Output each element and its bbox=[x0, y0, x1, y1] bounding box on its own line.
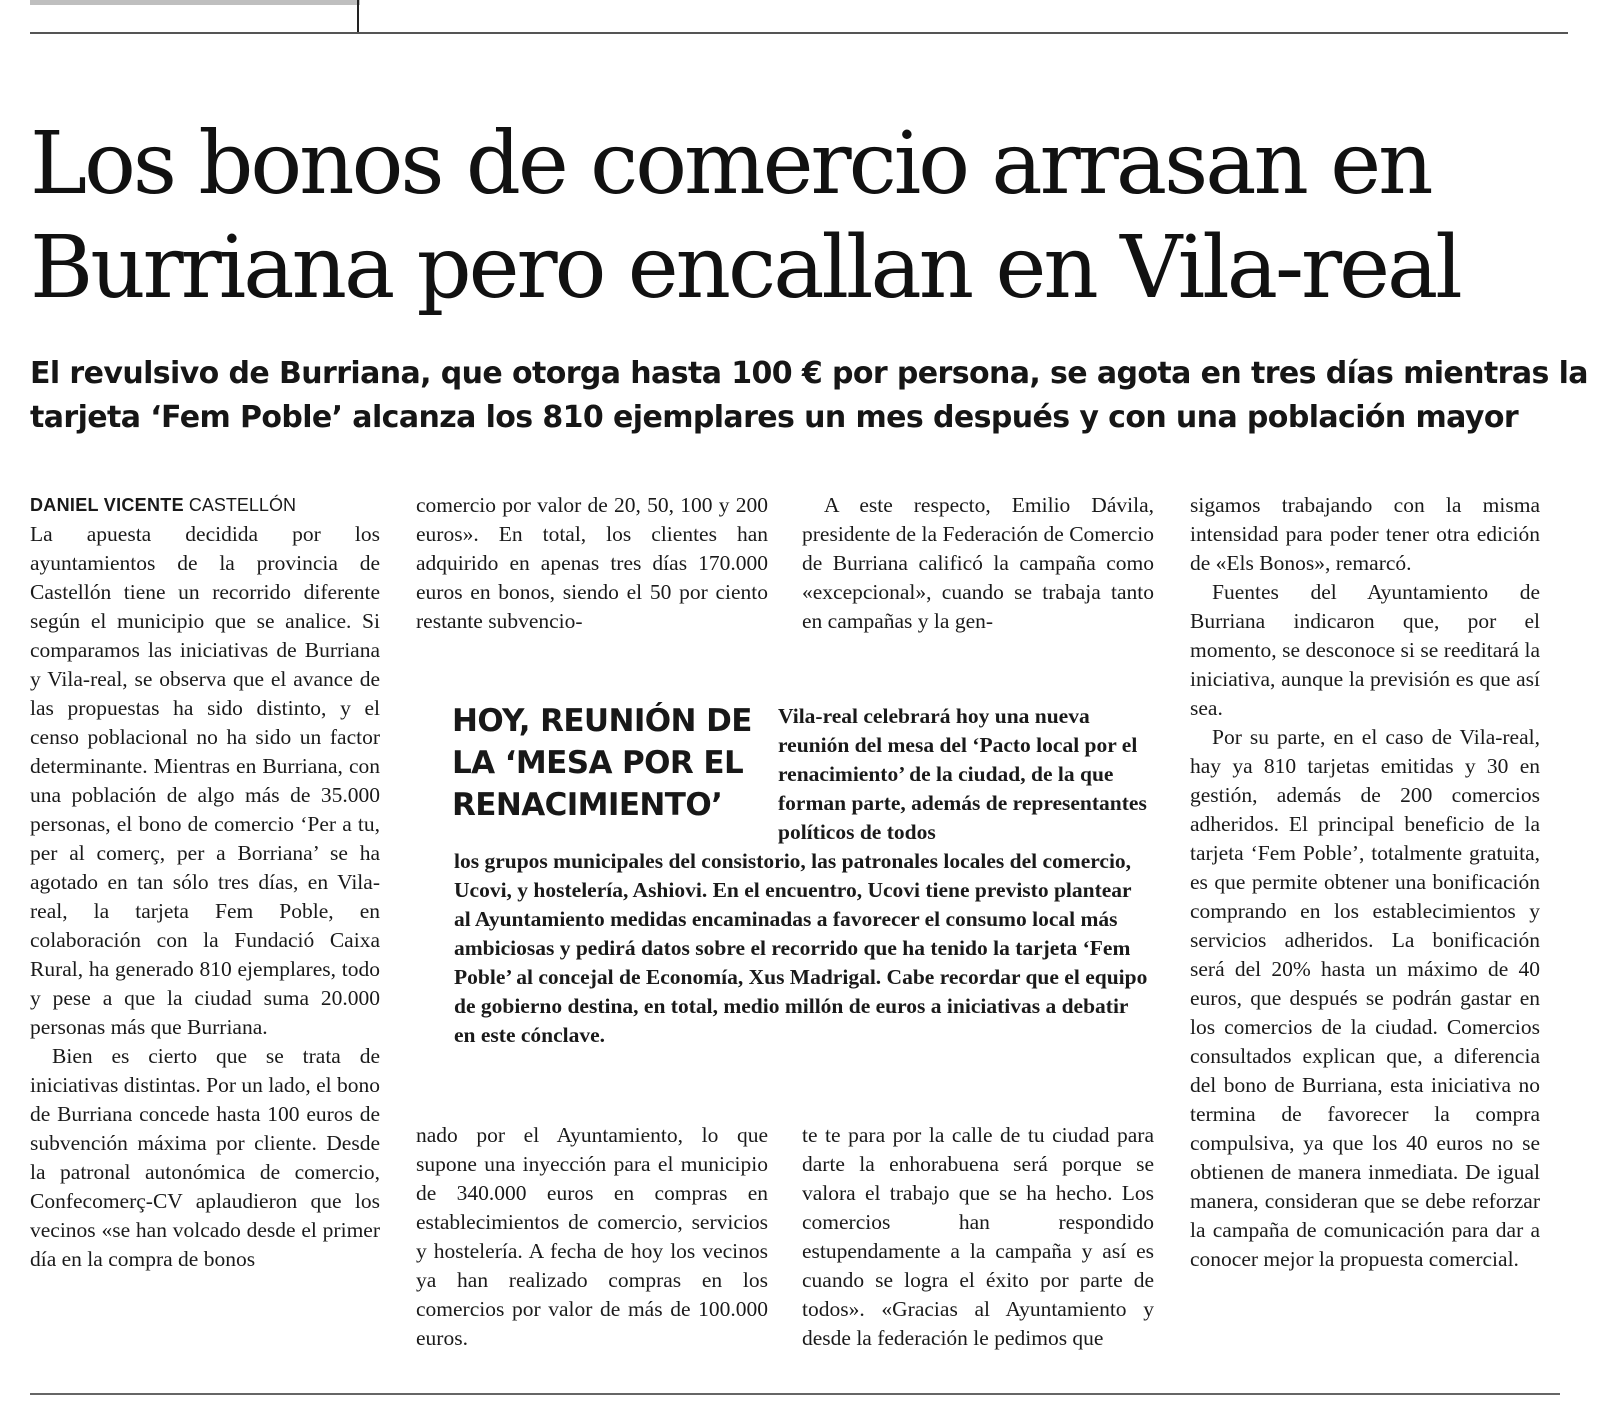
article-paragraph: La apuesta decidida por los ayuntamientos de la provincia de Castellón tiene un recorrido diferente según el municipio que se analice. Si comparamos las iniciativas de Burriana y Vila-real, se observa que el avance de las propuestas ha sido distinto, y el censo poblacional no ha sido un factor determinante. Mientras en Burriana, con una población de algo más de 35.000 personas, el bono de comercio ‘Per a tu, per al comerç, per a Borriana’ se ha agotado en tan sólo tres días, en Vila-real, la tarjeta Fem Poble, en colaboración con la Fundació Caixa Rural, ha generado 810 ejemplares, todo y pese a que la ciudad suma 20.000 personas más que Burriana. bbox=[30, 522, 380, 1039]
article-paragraph: Por su parte, en el caso de Vila-real, hay ya 810 tarjetas emitidas y 30 en gestión, además de 200 comercios adheridos. El principal beneficio de la tarjeta ‘Fem Poble’, totalmente gratuita, es que permite obtener una bonificación comprando en los establecimientos y servicios adheridos. La bonificación será del 20% hasta un máximo de 40 euros, que después se podrán gastar en los comercios de la ciudad. Comercios consultados explican que, a diferencia del bono de Burriana, esta iniciativa no termina de favorecer la compra compulsiva, ya que los 40 euros no se obtienen de manera inmediata. De igual manera, consideran que se debe reforzar la campaña de comunicación para dar a conocer mejor la propuesta comercial. bbox=[1190, 725, 1540, 1271]
article-column-2-top bbox=[416, 491, 768, 636]
article-column-3-bottom bbox=[802, 1121, 1154, 1353]
byline-author: DANIEL VICENTE bbox=[30, 495, 184, 515]
article-paragraph: Bien es cierto que se trata de iniciativas distintas. Por un lado, el bono de Burriana concede hasta 100 euros de subvención máxima por cliente. Desde la patronal autonómica de comercio, Confecomerç-CV aplaudieron que los vecinos «se han volcado desde el primer día en la compra de bonos bbox=[30, 1044, 380, 1271]
article-paragraph: comercio por valor de 20, 50, 100 y 200 euros». En total, los clientes han adquirido en apenas tres días 170.000 euros en bonos, siendo el 50 por ciento restante subvencio- bbox=[416, 493, 768, 633]
bottom-rule bbox=[30, 1393, 1560, 1395]
article-paragraph: te te para por la calle de tu ciudad para darte la enhorabuena será porque se valora el trabajo que se ha hecho. Los comercios han respondido estupendamente a la campaña y así es cuando se logra el éxito por parte de todos». «Gracias al Ayuntamiento y desde la federación le pedimos que bbox=[802, 1123, 1154, 1350]
top-rule bbox=[30, 32, 1568, 34]
article-paragraph: A este respecto, Emilio Dávila, presidente de la Federación de Comercio de Burriana calificó la campaña como «excepcional», cuando se trabaja tanto en campañas y la gen- bbox=[802, 493, 1154, 633]
article-paragraph: sigamos trabajando con la misma intensidad para poder tener otra edición de «Els Bonos», remarcó. bbox=[1190, 493, 1540, 575]
inset-box-body: los grupos municipales del consistorio, las patronales locales del comercio, Ucovi, y hostelería, Ashiovi. En el encuentro, Ucovi tiene previsto plantear al Ayuntamiento medidas encaminadas a favorecer el consumo local más ambiciosas y pedirá datos sobre el recorrido que ha tenido la tarjeta ‘Fem Poble’ al concejal de Economía, Xus Madrigal. Cabe recordar que el equipo de gobierno destina, en total, medio millón de euros a iniciativas a debatir en este cónclave. bbox=[454, 849, 1148, 1047]
inset-box-title: HOY, REUNIÓN DE LA ‘MESA POR EL RENACIMIENTO’ bbox=[452, 703, 752, 823]
article-column-3-top bbox=[802, 491, 1154, 636]
section-divider-tick bbox=[357, 0, 359, 34]
headline: Los bonos de comercio arrasan en Burriana pero encallan en Vila-real bbox=[30, 114, 1460, 318]
inset-box-intro: Vila-real celebrará hoy una nueva reunión del mesa del ‘Pacto local por el renacimiento’ de la ciudad, de la que forman parte, además de representantes políticos de todos bbox=[778, 704, 1147, 844]
section-header-bar bbox=[30, 0, 360, 5]
article-paragraph: Fuentes del Ayuntamiento de Burriana indicaron que, por el momento, se desconoce si se reeditará la iniciativa, aunque la previsión es que así sea. bbox=[1190, 580, 1540, 720]
article-paragraph: nado por el Ayuntamiento, lo que supone una inyección para el municipio de 340.000 euros en compras en establecimientos de comercio, servicios y hostelería. A fecha de hoy los vecinos ya han realizado compras en los comercios por valor de más de 100.000 euros. bbox=[416, 1123, 768, 1350]
article-column-1 bbox=[30, 491, 380, 1274]
article-column-4 bbox=[1190, 491, 1540, 1274]
subheadline: El revulsivo de Burriana, que otorga hasta 100 € por persona, se agota en tres días mientras la tarjeta ‘Fem Poble’ alcanza los 810 ejemplares un mes después y con una población mayor bbox=[30, 356, 1588, 435]
byline bbox=[30, 491, 380, 520]
byline-place: CASTELLÓN bbox=[188, 495, 296, 515]
article-column-2-bottom bbox=[416, 1121, 768, 1353]
